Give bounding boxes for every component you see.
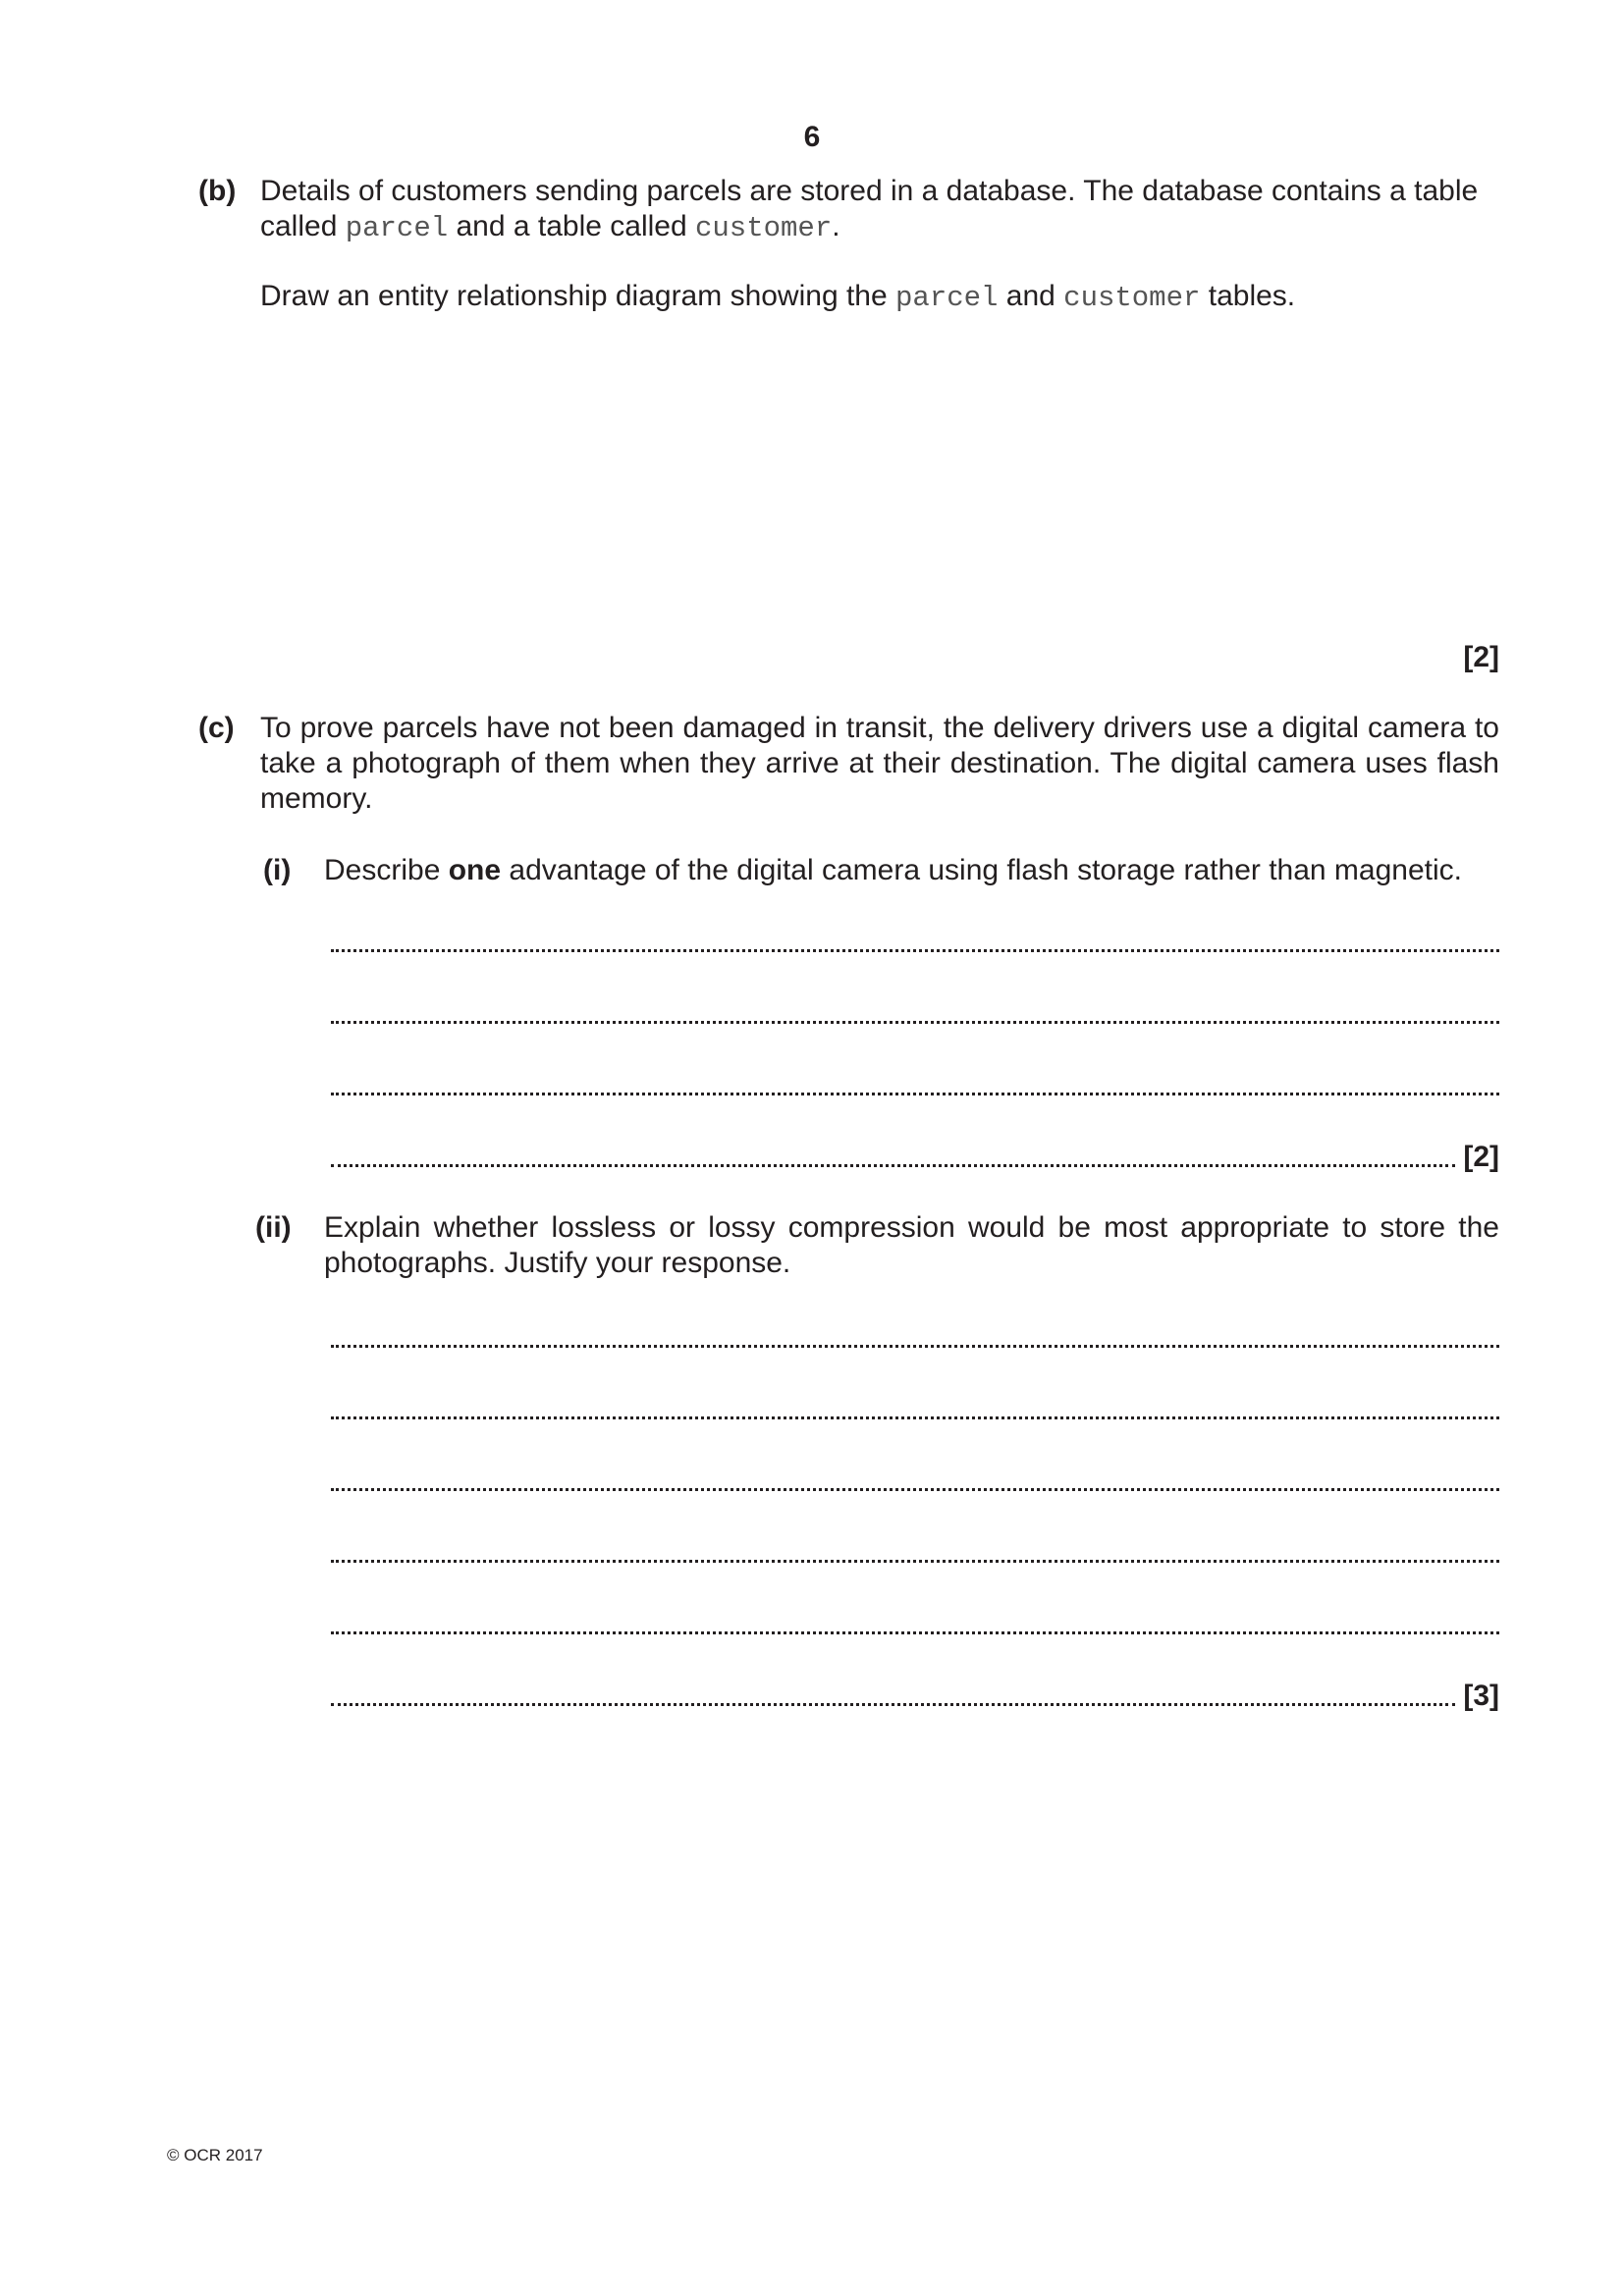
instruction-text: tables. (1200, 280, 1296, 312)
sub-i-marks: [2] (1463, 1141, 1499, 1173)
emphasis-one: one (448, 854, 502, 886)
instruction-text: Draw an entity relationship diagram showing the (260, 280, 896, 312)
part-b-label: (b) (198, 175, 237, 207)
erd-answer-area[interactable] (260, 334, 1499, 628)
sub-i-label: (i) (263, 854, 292, 886)
part-c-label: (c) (198, 712, 235, 744)
answer-line[interactable] (331, 1464, 1499, 1499)
answer-line[interactable] (331, 1140, 1499, 1175)
part-b-text: . (832, 210, 840, 242)
part-c-question: To prove parcels have not been damaged in transit, the delivery drivers use a digital camera to take a photograph of them when they arrive at their destination. The digital camera uses flash memory. (260, 712, 1499, 815)
answer-line[interactable] (331, 1535, 1499, 1571)
part-b-line-2 (260, 209, 1499, 246)
instruction-text: and (998, 280, 1064, 312)
code-parcel: parcel (345, 212, 449, 244)
part-b-text: and a table called (448, 210, 695, 242)
part-b-marks: [2] (1463, 641, 1499, 673)
sub-ii-marks: [3] (1463, 1680, 1499, 1712)
sub-ii-question: Explain whether lossless or lossy compression would be most appropriate to store the photographs. Justify your response. (324, 1211, 1499, 1279)
part-b-instruction (260, 279, 1499, 316)
sub-i-question (324, 853, 1502, 888)
answer-line[interactable] (331, 925, 1499, 960)
answer-line[interactable] (331, 1320, 1499, 1356)
sub-ii-label: (ii) (255, 1211, 292, 1244)
answer-line[interactable] (331, 1392, 1499, 1427)
copyright-footer: © OCR 2017 (167, 2146, 263, 2164)
sub-i-text: Describe (324, 854, 449, 886)
part-b-text: called (260, 210, 346, 242)
code-customer: customer (1063, 282, 1201, 314)
answer-line[interactable] (331, 1679, 1499, 1714)
answer-line[interactable] (331, 1607, 1499, 1642)
part-b-line-1: Details of customers sending parcels are stored in a database. The database contains a table (260, 175, 1479, 207)
sub-i-text: advantage of the digital camera using flash storage rather than magnetic. (501, 854, 1462, 886)
page-number: 6 (803, 121, 821, 153)
code-customer: customer (695, 212, 833, 244)
part-b-question (260, 174, 1499, 246)
code-parcel: parcel (895, 282, 999, 314)
answer-line[interactable] (331, 1068, 1499, 1103)
answer-line[interactable] (331, 996, 1499, 1032)
